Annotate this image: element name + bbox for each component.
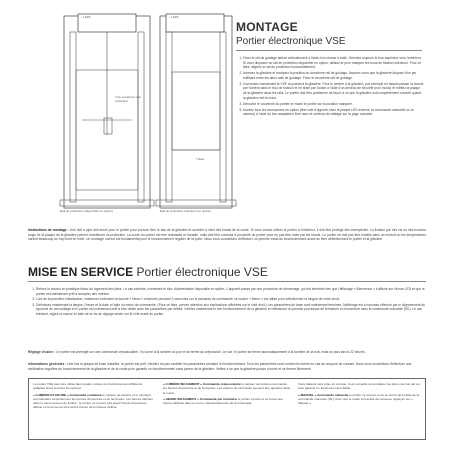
right-diagram-label: Tracer — [196, 157, 205, 161]
left-door-diagram — [60, 14, 154, 208]
montage-rule — [236, 50, 422, 51]
mode-heading: « HEURE SEULEMENT » Commande par minuterie — [163, 396, 238, 401]
left-diagram-label: Trou supérieur vers l'extérieur — [115, 95, 141, 103]
modes-col-2 — [163, 382, 291, 405]
mes-steps — [28, 287, 426, 317]
reglage-heading: Réglage d'usine : — [28, 350, 56, 354]
mode-text: le capteur de lumière commande les heures d'ouverture et de fermeture. Les valeurs de luminosité peuvent être ajustées dans le menu. — [163, 382, 290, 395]
mode-text: le portier s'ouvre et se ferme aux heures définies dans le menu, indépendamment de la luminosité. — [163, 396, 283, 406]
mode-heading: « LUMIÈRE ET HEURE » Commande combinée — [33, 392, 102, 397]
svg-text:▪ AXT: ▪ AXT — [83, 15, 91, 19]
reglage-text: Le portier est préréglé sur une commande crépusculaire. Il s'ouvre à la lumière du jour et se ferme au crépuscule. Le soir, le portier se ferme automatiquement à la tombée de la nuit, mais au plus tard à 22 heures. — [56, 350, 366, 354]
svg-text:▪ AXT: ▪ AXT — [171, 15, 179, 19]
montage-step: 4. Déroulez le couvercle du portier en fixant le portier sur la position marquée. — [243, 102, 424, 107]
mes-rule — [28, 281, 426, 282]
mes-step: 1. Retirez le bouton en plastique blanc du logement des piles. Le cas échéant, connectez le bloc d'alimentation disponible en option. L'appareil passe par une procédure de démarrage, qui est terminée dès que l'affichage « Bienvenue » s'affiche sur l'écran LED et que le portier est maintenant prêt à accepter des entrées. — [36, 287, 426, 296]
infos-generales — [28, 362, 426, 371]
modes-intro: Le portier VSE peut être utilisé dans quatre modes de fonctionnement différents (adaptés aussi à toutes les pièces) : — [33, 382, 143, 391]
reglage-usine — [28, 350, 426, 355]
montage-step: 3. Connectez maintenant le VSE du portail à la glissière. Pour le centrer à la glissière, par exemple en faisant passer la boucle par l'arrière dans le trou de fixation et en tirant par l'avant à l'aide d'un anneau de sécurité (non inclus) et mettez la plaque de la glissière dans les rails. Le portier doit être positionné de façon à ce que la glissière soit complètement ouverte quand la glissière est en haut. — [243, 82, 424, 100]
montage-step: 5. Montez tous les accessoires en option (tiret voie d'appoint, lisez la plaque LED externe, la commande manuelle ou la caméra) à l'aide du bon adaptateur livré avec le schéma de câblage sur la page suivante. — [243, 108, 424, 117]
mes-step: 2. Lors de la première initialisation, maintenez fortement la touche « Menu » enfoncée pendant 3 secondes sur le panneau de commande, la touche « Menu » est utilisé pour sélectionner la langue de votre choix. — [36, 297, 426, 302]
mode-text: le portier ne s'ouvre et ne se ferme qu'à l'aide de la commande manuelle (SK). Pour que le mode soit activé de nouveau, appuyez sur « Manuel ». — [298, 392, 420, 406]
battery-note: Votre batterie sera prise en compte. Il est conseillé de remplacer les piles une fois par an pour garantir un fonctionnement fiable. — [298, 382, 420, 391]
mode-text: le capteur de lumière et le minuteur commandent conjointement les heures d'ouverture et de fermeture. Les heures définies dans le menu servent de limites : le portier ne s'ouvre pas avant l'heure d'ouverture définie et se ferme au plus tard à l'heure de fermeture définie. — [33, 392, 153, 410]
montage-step: 1. Fixez le rail de guidage latéral verticalement à l'aide d'un niveau à bulle. Orientez toujours le trou supérieur vers l'extérieur. Si vous disposez du rail de protection disponible en option, utilisez-le pour marquer les trous de fixation ultérieurs. Pour ce faire, alignez le rail de protection horizontalement. — [243, 56, 424, 70]
instructions-text: Une clef à pipe doit servir pour le portier pour pouvoir fixer le bas de la glissière et accéder à celui des tirants de la corde. Si vous voulez utiliser le portier à l'extérieur, il doit être protégé des intempéries. La fixation par des vis ou des boulons longs de la plaque de la glissière permet d'améliorer sa protection. La corde du portier est très résistante et durable, mais doit être conduite à proximité du portier pour ne pas être usée par les tirants. Le portier ne doit pas être installé dans un endroit où les températures varient beaucoup ou trop froid en hiver. Un montage correct est fondamental pour le fonctionnement régulier de la porte. Nous vous conseillons d'effectuer un premier essai du fonctionnement avant de fixer définitivement le portier et la glissière. — [28, 228, 426, 241]
montage-subtitle: Portier électronique VSE — [236, 36, 346, 47]
right-diagram-caption: Rail de protection extérieur (en option) — [160, 209, 212, 213]
mes-step: 3. Définissez maintenant la langue, l'heure et la date à l'aide du menu de commande. (Pour ce faire, prenez attention aux explications affichées sur le côté droit.) Les paramètres de base sont maintenant terminés, l'affichage est à nouveau effectué par le clignotement du symbole de verrouillage et le portier est maintenant prêt à être utilisé avec les paramètres par défaut. Vérifiez maintenant le bon fonctionnement de la glissière en effectuant un premier processus de fermeture et d'ouverture avec la commande manuelle (SK). Le cas échéant, réglez la course à l'aide de la vis de réglage située sur le côté avant du portier. — [36, 303, 426, 317]
mode-heading: « MANUEL » Commande manuelle — [298, 392, 349, 397]
right-door-diagram — [156, 14, 236, 208]
mode-heading: « LUMIÈRE SEULEMENT » Commande crépusculaire — [163, 382, 241, 386]
infos-heading: Informations générales : — [28, 362, 67, 366]
instructions-heading: Instructions de montage : — [28, 228, 69, 232]
montage-steps — [236, 56, 424, 118]
mise-en-service-title — [28, 265, 268, 279]
modes-col-3 — [298, 382, 420, 405]
montage-title: MONTAGE — [236, 20, 298, 34]
mes-subtitle: Portier électronique VSE — [136, 265, 268, 279]
instructions-montage — [28, 228, 426, 242]
montage-step: 2. Amenez la glissière et marquez la position du deuxième rail de guidage. Assurez-vous que la glissière dispose d'un jeu suffisant entre les deux rails de guidage. Fixez le deuxième rail de guidage. — [243, 71, 424, 80]
left-diagram-caption: Rail de protection (disponible en option) — [60, 209, 113, 213]
modes-col-1 — [33, 382, 155, 410]
infos-text: Une fois la plaque de base installée, le portier est prêt. Veuillez ne pas modifier les paramètres pendant le fonctionnement. Tous les paramètres sont conservés même en cas de coupure de courant. Nous vous conseillons d'effectuer une vérification régulière du fonctionnement de la glissière et de la corde pour garantir un fonctionnement sans panne de la glissière. Veillez à ce que la glissière puisse s'ouvrir et se fermer librement. — [28, 362, 412, 371]
mes-title-text: MISE EN SERVICE — [28, 265, 134, 279]
